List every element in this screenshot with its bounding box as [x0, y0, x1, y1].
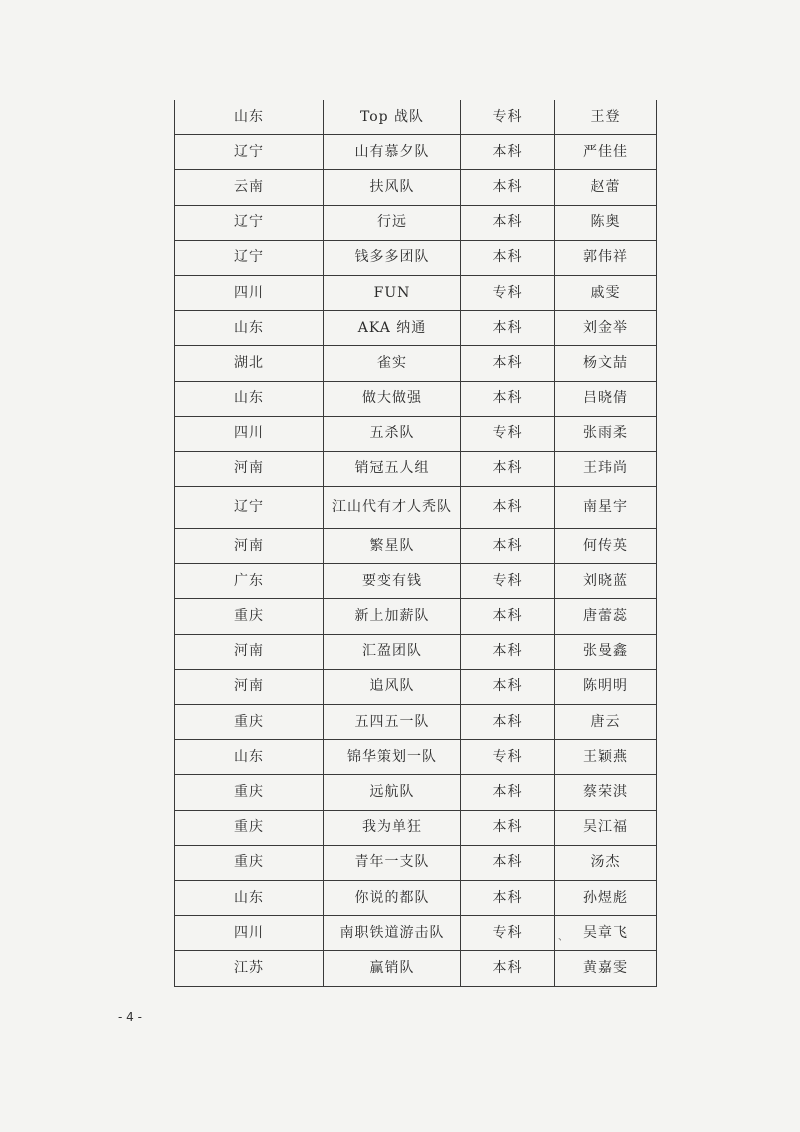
team-name-cell: AKA 纳通 — [324, 311, 461, 346]
province-cell: 辽宁 — [175, 240, 324, 275]
team-name-cell: FUN — [324, 275, 461, 310]
province-cell: 湖北 — [175, 346, 324, 381]
degree-level-cell: 本科 — [461, 311, 555, 346]
degree-level-cell: 本科 — [461, 775, 555, 810]
province-cell: 云南 — [175, 170, 324, 205]
degree-level-cell: 本科 — [461, 634, 555, 669]
degree-level-cell: 本科 — [461, 451, 555, 486]
province-cell: 四川 — [175, 416, 324, 451]
member-name-cell: 赵蕾 — [555, 170, 657, 205]
table-row — [175, 416, 657, 451]
member-name-cell: 王登 — [555, 100, 657, 135]
province-cell: 四川 — [175, 275, 324, 310]
member-name-cell: 王颖燕 — [555, 740, 657, 775]
member-name-cell: 唐蕾蕊 — [555, 599, 657, 634]
scan-mark: 、 — [558, 932, 568, 943]
table-row — [175, 487, 657, 529]
member-name-cell: 汤杰 — [555, 845, 657, 880]
table-row — [175, 205, 657, 240]
team-name-cell: 繁星队 — [324, 529, 461, 564]
table-row — [175, 740, 657, 775]
member-name-cell: 陈明明 — [555, 669, 657, 704]
table-row — [175, 880, 657, 915]
degree-level-cell: 专科 — [461, 916, 555, 951]
province-cell: 山东 — [175, 740, 324, 775]
member-name-cell: 王玮尚 — [555, 451, 657, 486]
province-cell: 河南 — [175, 451, 324, 486]
table-row — [175, 951, 657, 986]
table-row — [175, 599, 657, 634]
degree-level-cell: 本科 — [461, 880, 555, 915]
team-name-cell: 钱多多团队 — [324, 240, 461, 275]
member-name-cell: 南星宇 — [555, 487, 657, 529]
province-cell: 重庆 — [175, 810, 324, 845]
team-name-cell: 江山代有才人秃队 — [324, 487, 461, 529]
team-name-cell: 你说的都队 — [324, 880, 461, 915]
member-name-cell: 杨文喆 — [555, 346, 657, 381]
table-row — [175, 135, 657, 170]
member-name-cell: 蔡荣淇 — [555, 775, 657, 810]
province-cell: 山东 — [175, 381, 324, 416]
team-name-cell: 五四五一队 — [324, 705, 461, 740]
table-row — [175, 381, 657, 416]
team-name-cell: 行远 — [324, 205, 461, 240]
team-roster-table — [174, 100, 657, 987]
team-name-cell: 我为单狂 — [324, 810, 461, 845]
member-name-cell: 吕晓倩 — [555, 381, 657, 416]
province-cell: 江苏 — [175, 951, 324, 986]
province-cell: 山东 — [175, 100, 324, 135]
table-row — [175, 564, 657, 599]
province-cell: 广东 — [175, 564, 324, 599]
team-name-cell: 赢销队 — [324, 951, 461, 986]
member-name-cell: 严佳佳 — [555, 135, 657, 170]
province-cell: 辽宁 — [175, 205, 324, 240]
member-name-cell: 张雨柔 — [555, 416, 657, 451]
member-name-cell: 陈奥 — [555, 205, 657, 240]
degree-level-cell: 本科 — [461, 669, 555, 704]
table-row — [175, 775, 657, 810]
table-row — [175, 845, 657, 880]
table-row — [175, 810, 657, 845]
page-number: - 4 - — [118, 1010, 142, 1024]
degree-level-cell: 本科 — [461, 205, 555, 240]
member-name-cell: 郭伟祥 — [555, 240, 657, 275]
team-name-cell: 追风队 — [324, 669, 461, 704]
member-name-cell: 张曼鑫 — [555, 634, 657, 669]
degree-level-cell: 本科 — [461, 529, 555, 564]
member-name-cell: 黄嘉雯 — [555, 951, 657, 986]
team-name-cell: 山有慕夕队 — [324, 135, 461, 170]
province-cell: 重庆 — [175, 705, 324, 740]
team-name-cell: 新上加薪队 — [324, 599, 461, 634]
team-name-cell: 青年一支队 — [324, 845, 461, 880]
degree-level-cell: 专科 — [461, 740, 555, 775]
degree-level-cell: 本科 — [461, 240, 555, 275]
degree-level-cell: 本科 — [461, 170, 555, 205]
degree-level-cell: 本科 — [461, 951, 555, 986]
table-row — [175, 240, 657, 275]
table-row — [175, 311, 657, 346]
table-row — [175, 275, 657, 310]
table-body — [175, 100, 657, 986]
table-row — [175, 100, 657, 135]
team-name-cell: 远航队 — [324, 775, 461, 810]
member-name-cell: 唐云 — [555, 705, 657, 740]
degree-level-cell: 专科 — [461, 416, 555, 451]
member-name-cell: 戚雯 — [555, 275, 657, 310]
team-name-cell: 扶风队 — [324, 170, 461, 205]
degree-level-cell: 专科 — [461, 275, 555, 310]
team-name-cell: 五杀队 — [324, 416, 461, 451]
degree-level-cell: 本科 — [461, 487, 555, 529]
team-name-cell: 要变有钱 — [324, 564, 461, 599]
province-cell: 重庆 — [175, 775, 324, 810]
degree-level-cell: 本科 — [461, 346, 555, 381]
team-name-cell: 南职铁道游击队 — [324, 916, 461, 951]
province-cell: 河南 — [175, 669, 324, 704]
degree-level-cell: 专科 — [461, 564, 555, 599]
team-name-cell: 销冠五人组 — [324, 451, 461, 486]
degree-level-cell: 专科 — [461, 100, 555, 135]
province-cell: 山东 — [175, 880, 324, 915]
province-cell: 四川 — [175, 916, 324, 951]
table-row — [175, 634, 657, 669]
table-row — [175, 916, 657, 951]
degree-level-cell: 本科 — [461, 135, 555, 170]
degree-level-cell: 本科 — [461, 381, 555, 416]
member-name-cell: 何传英 — [555, 529, 657, 564]
team-name-cell: Top 战队 — [324, 100, 461, 135]
table-row — [175, 529, 657, 564]
member-name-cell: 刘晓蓝 — [555, 564, 657, 599]
province-cell: 辽宁 — [175, 135, 324, 170]
province-cell: 河南 — [175, 634, 324, 669]
province-cell: 山东 — [175, 311, 324, 346]
table-row — [175, 451, 657, 486]
table-row — [175, 669, 657, 704]
team-name-cell: 锦华策划一队 — [324, 740, 461, 775]
degree-level-cell: 本科 — [461, 599, 555, 634]
member-name-cell: 吴章飞 — [555, 916, 657, 951]
table-row — [175, 170, 657, 205]
province-cell: 重庆 — [175, 845, 324, 880]
province-cell: 辽宁 — [175, 487, 324, 529]
table-row — [175, 705, 657, 740]
member-name-cell: 孙煜彪 — [555, 880, 657, 915]
team-name-cell: 雀实 — [324, 346, 461, 381]
team-name-cell: 做大做强 — [324, 381, 461, 416]
member-name-cell: 吴江福 — [555, 810, 657, 845]
province-cell: 重庆 — [175, 599, 324, 634]
table-row — [175, 346, 657, 381]
degree-level-cell: 本科 — [461, 705, 555, 740]
degree-level-cell: 本科 — [461, 810, 555, 845]
team-name-cell: 汇盈团队 — [324, 634, 461, 669]
member-name-cell: 刘金举 — [555, 311, 657, 346]
degree-level-cell: 本科 — [461, 845, 555, 880]
province-cell: 河南 — [175, 529, 324, 564]
